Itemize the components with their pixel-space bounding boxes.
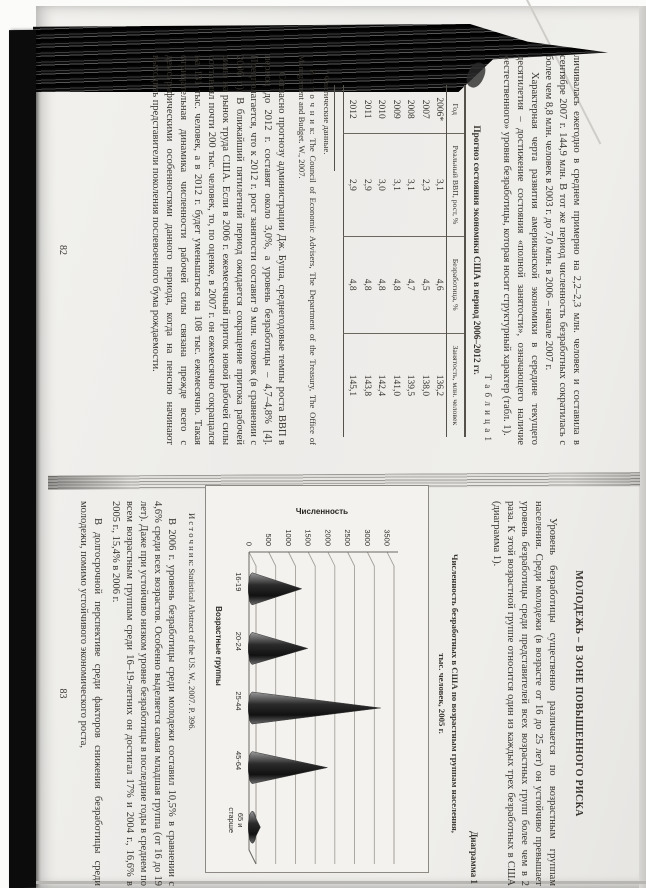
svg-text:25-44: 25-44 (234, 691, 243, 711)
svg-text:2000: 2000 (323, 529, 333, 546)
paragraph: Характерная черта развития американской экономики в середине текущего десятилетия – достижение состояния «полной занятости», означающего наличие «естественного» уровня безработицы, которая носит структурный характер (табл. 1). (501, 55, 540, 445)
table-source: И с т о ч н и к: The Council of Economic Advisers, The Department of the Treasury, The Office of Management and Budget. W., 2007. (297, 55, 319, 445)
chart-source: И с т о ч н и к: Statistical Abstract of the US. W., 2007. P. 396. (187, 513, 197, 731)
paragraph: В долгосрочной перспективе среди факторов снижения безработицы среди молодежи, помимо устойчивого экономического роста, (78, 501, 103, 886)
table-cell: 139,5 (405, 374, 416, 397)
table-cell: 2010 (374, 85, 389, 134)
table-cell: 4,5 (417, 236, 432, 333)
table-label: Т а б л и ц а 1 (483, 374, 493, 442)
table-cell: 2011 (359, 85, 374, 134)
table-row (388, 85, 403, 437)
table-cell: 143,8 (362, 374, 372, 397)
table-cell: 2009 (388, 85, 403, 134)
svg-text:500: 500 (264, 533, 274, 546)
svg-text:20-24: 20-24 (234, 631, 243, 651)
forecast-table (344, 85, 467, 437)
table-row (359, 85, 374, 437)
cone-chart-svg (206, 486, 428, 872)
svg-text:Возрастные группы: Возрастные группы (214, 606, 223, 686)
table-cell: 136,2 (434, 374, 445, 397)
diagram-label: Диаграмма 1 (469, 831, 479, 884)
table-cell: 2,9 (359, 134, 374, 236)
table-cell: 138,0 (420, 374, 430, 397)
svg-text:1000: 1000 (283, 529, 293, 546)
svg-text:Численность: Численность (295, 507, 349, 516)
table-header-cell: Год (447, 85, 466, 134)
footnote-rule (335, 85, 336, 171)
table-cell: 145,1 (347, 374, 358, 397)
table-cell: 3,1 (432, 134, 447, 236)
cone-chart (205, 485, 429, 873)
table-cell: 4,8 (374, 236, 389, 333)
page-83 (51, 501, 643, 886)
table-cell: 4,7 (403, 236, 418, 333)
table-cell: 2,9 (344, 134, 359, 236)
page-number-83: 83 (57, 688, 68, 699)
table-header-cell: Занятость, млн. человек (447, 333, 466, 437)
table-cell: 4,6 (432, 236, 447, 333)
table-header-cell: Реальный ВВП, рост, % (447, 134, 466, 236)
svg-text:2500: 2500 (343, 529, 353, 546)
table-cell: 4,8 (388, 236, 403, 333)
table-cell: 141,0 (391, 374, 401, 397)
table-cell: 2,3 (417, 134, 432, 236)
table-footnote: * Фактические данные. (322, 69, 333, 155)
svg-text:старше: старше (227, 807, 236, 834)
table-cell: 142,4 (376, 374, 387, 397)
paragraph: Согласно прогнозу администрации Дж. Буша, среднегодовые темпы роста ВВП в период до 2012 г. составят около 3,0%, а уровень безработицы – 4,7–4,8% [4]. Предполагается, что к 2012 г. рост занятости составит 9 млн. человек (в сравнении с 2006 г.). В ближайший пятилетний период ожидается сокращение притока рабочей силы на рынок труда США. Если в 2006 г. ежемесячный приток новой рабочей силы составлял почти 200 тыс. человек, то, по оценке, в 2007 г. он ежемесячно сокращался на 131 тыс. человек, а в 2012 г. будет уменьшаться на 108 тыс. ежемесячно. Такая отрицательная динамика численности рабочей силы связана прежде всего с демографическими особенностями данного периода, когда на пенсию начинают выходить представители поколения послевоенного бума рождаемости. (150, 55, 288, 445)
svg-text:45-64: 45-64 (234, 751, 243, 771)
table-row (417, 85, 432, 437)
table-cell: 3,0 (374, 134, 389, 236)
table-cell: 4,8 (344, 236, 359, 333)
svg-text:65 и: 65 и (236, 812, 245, 828)
table-cell: 3,1 (403, 134, 418, 236)
table-cell: 4,8 (359, 236, 374, 333)
table-cell: 2012 (344, 85, 359, 134)
table-row (432, 85, 447, 437)
page-82 (51, 55, 643, 445)
table-row (344, 85, 359, 437)
paragraph: Уровень безработицы существенно различается по возрастным группам населения. Среди молодежи (в возрасте от 16 до 25 лет) он устойчиво превышает уровень безработицы среди представителей всех возрастных групп более чем в 2 раза. К этой возрастной группе относится один из каждых трех безработных в США (диаграмма 1). (491, 501, 558, 886)
svg-text:16-19: 16-19 (234, 572, 243, 592)
scan-border-left (9, 30, 36, 888)
chart-title-line1: Численность безработных в США по возрастным группам населения, (450, 554, 460, 833)
table-cell: 2006* (432, 85, 447, 134)
chart-title-line2: тыс. человек, 2005 г. (437, 653, 447, 734)
paragraph-continuation: личивалась ежегодно в среднем примерно на 2,2–2,3 млн. человек и составила в сентябре 2007 г. 144,9 млн. В тот же период численность безработных сократилась с более чем 8,8 млн. человек в 2003 г. до 7,0 млн. в 2006 – начале 2007 г. (543, 55, 582, 445)
table-row (403, 85, 418, 437)
rotated-page-spread (51, 0, 643, 888)
svg-text:0: 0 (244, 541, 254, 546)
table-title: Прогноз состояния экономики США в период 2006–2012 гг. (471, 125, 481, 375)
page-number-82: 82 (57, 245, 68, 255)
table-header-cell: Безработица, % (447, 236, 466, 333)
table-header-row (447, 85, 466, 437)
svg-text:1500: 1500 (303, 529, 313, 546)
paragraph: В 2006 г. уровень безработицы среди молодежи составил 10,5% в сравнении с 4,6% среди всех возрастов. Особенно выделяется самая младшая группа (от 16 до 19 лет). Даже при устойчиво низком уровне безработицы в последние годы в среднем по всем возрастным группам среди 16–19-летних он достигал 17% и 2004 г., 16,6% в 2005 г., 15,4% в 2006 г. (110, 501, 177, 886)
table-cell: 2008 (403, 85, 418, 134)
table-cell: 3,1 (388, 134, 403, 236)
table-row (374, 85, 389, 437)
chapter-heading: МОЛОДЕЖЬ – В ЗОНЕ ПОВЫШЕННОГО РИСКА (573, 570, 584, 817)
table-cell: 2007 (417, 85, 432, 134)
svg-text:3500: 3500 (382, 529, 392, 546)
svg-text:3000: 3000 (362, 529, 372, 546)
